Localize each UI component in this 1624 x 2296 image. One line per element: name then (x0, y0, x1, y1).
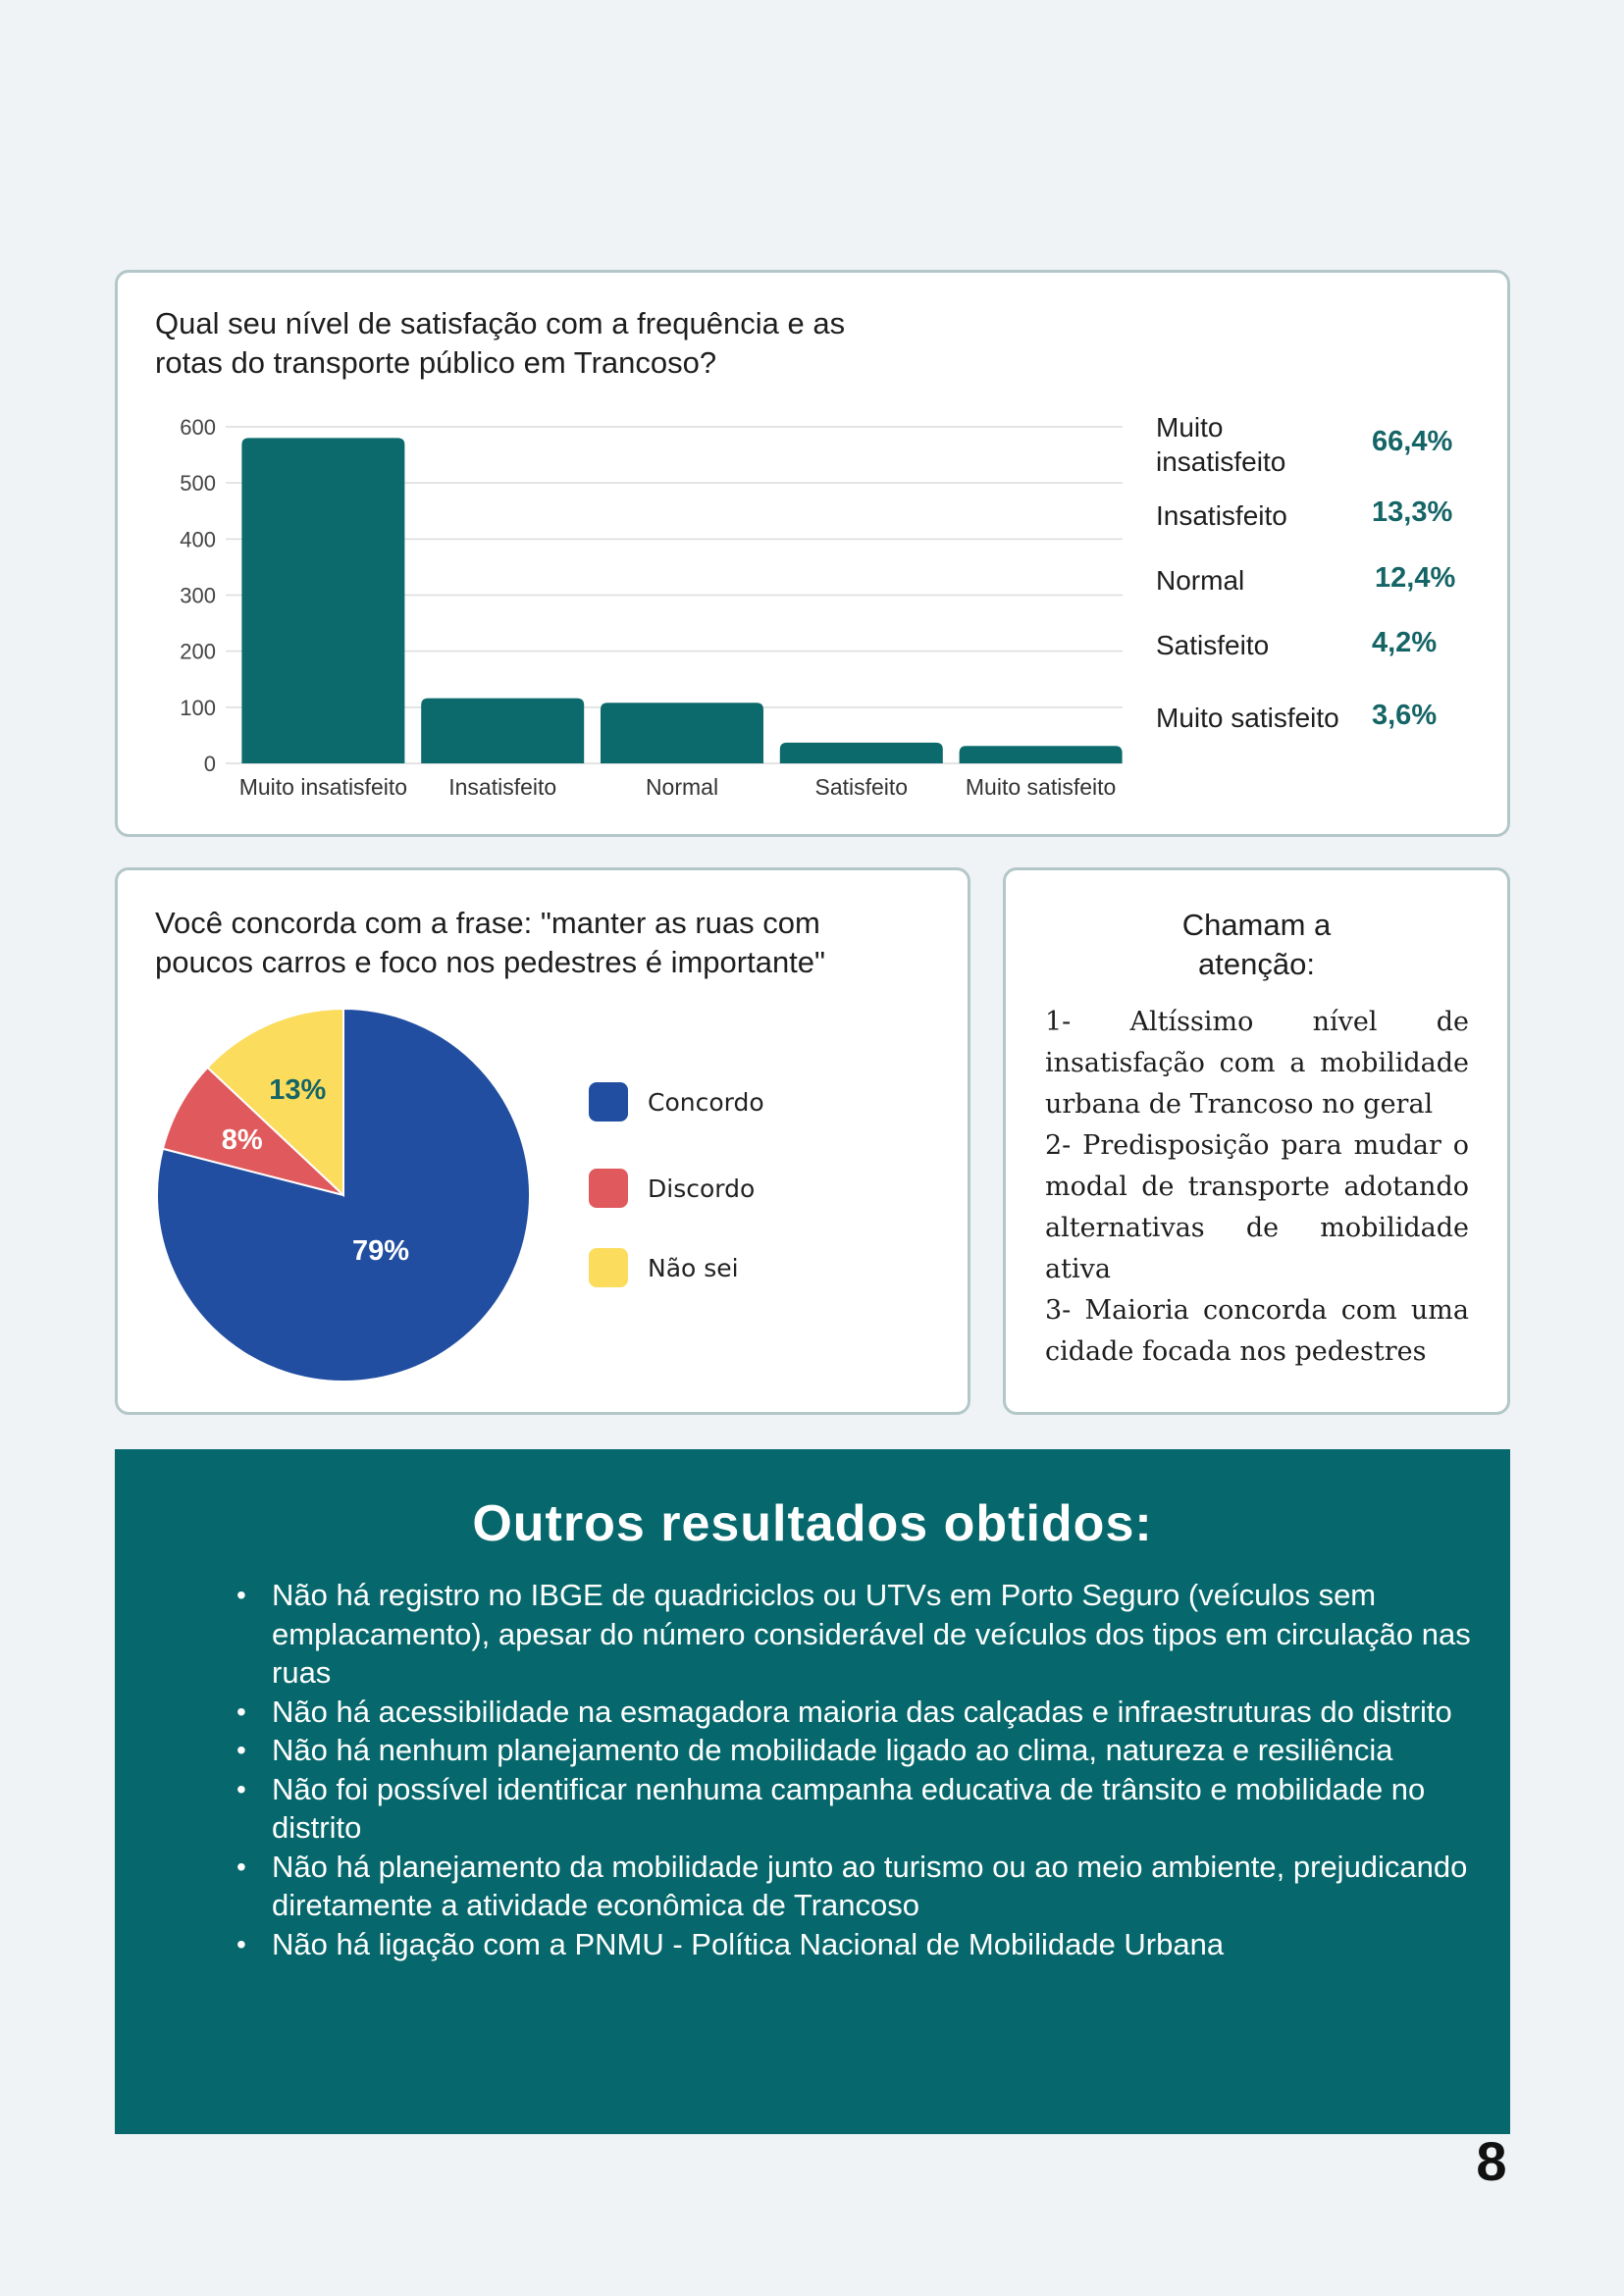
x-tick-label: Muito satisfeito (965, 774, 1117, 800)
bar (421, 699, 584, 763)
y-tick-label: 100 (180, 695, 216, 720)
bar-legend-label: Muito insatisfeito (1156, 412, 1286, 477)
attention-title (1006, 906, 1507, 984)
bar-chart-card (115, 270, 1510, 837)
attention-item: 1- Altíssimo nível de insatisfação com a mobilidade urbana de Trancoso no geral (1045, 1007, 1469, 1120)
results-item: • Não há nenhum planejamento de mobilidade ligado ao clima, natureza e resiliência (272, 1731, 1479, 1770)
attention-card (1003, 867, 1510, 1415)
y-tick-label: 200 (180, 639, 216, 664)
bar-chart (118, 273, 1246, 840)
bar (241, 438, 404, 763)
pie-legend-label: Não sei (648, 1254, 739, 1282)
bar-title-line1: Qual seu nível de satisfação com a frequência e as (155, 306, 846, 340)
results-item: • Não há registro no IBGE de quadriciclos ou UTVs em Porto Seguro (veículos sem emplacamento), apesar do número considerável de veículos dos tipos em circulação nas ruas (272, 1576, 1479, 1693)
pie-legend-label: Concordo (648, 1088, 764, 1117)
results-item: • Não há acessibilidade na esmagadora maioria das calçadas e infraestruturas do distrito (272, 1693, 1479, 1732)
bar-legend-label: Normal (1156, 565, 1245, 596)
bar-legend-value: 13,3% (1372, 496, 1453, 528)
bar-legend-value: 3,6% (1372, 700, 1438, 731)
bar-legend-label: Satisfeito (1156, 630, 1270, 660)
x-tick-label: Insatisfeito (448, 774, 557, 800)
attention-list (1045, 1002, 1469, 1373)
pie-legend-swatch (589, 1082, 628, 1122)
pie-title-line1: Você concorda com a frase: "manter as ruas com (155, 906, 820, 940)
results-panel (115, 1449, 1510, 2134)
bar-legend-value: 4,2% (1372, 627, 1438, 658)
results-list (272, 1576, 1479, 1963)
bar-title-line2: rotas do transporte público em Trancoso? (155, 345, 717, 380)
pie-data-label: 79% (351, 1235, 410, 1267)
attention-title-line2: atenção: (1198, 947, 1315, 981)
bar (601, 703, 763, 763)
y-tick-label: 500 (180, 471, 216, 496)
bar (960, 746, 1123, 763)
x-tick-label: Normal (645, 774, 719, 800)
y-tick-label: 600 (180, 415, 216, 440)
pie-legend-swatch (589, 1169, 628, 1208)
pie-data-label: 13% (269, 1073, 327, 1106)
attention-title-line1: Chamam a (1181, 908, 1332, 942)
pie-data-label: 8% (221, 1124, 263, 1157)
attention-item: 2- Predisposição para mudar o modal de transporte adotando alternativas de mobilidade ativa (1045, 1130, 1469, 1284)
results-title: Outros resultados obtidos: (472, 1495, 1153, 1552)
bar-legend-value: 12,4% (1375, 562, 1456, 594)
x-tick-label: Satisfeito (814, 774, 909, 800)
pie-legend-label: Discordo (648, 1174, 756, 1203)
pie-legend-swatch (589, 1248, 628, 1287)
results-item: • Não há planejamento da mobilidade junto ao turismo ou ao meio ambiente, prejudicando diretamente a atividade econômica de Trancoso (272, 1848, 1479, 1925)
bar-legend-label: Insatisfeito (1156, 500, 1287, 531)
bar-legend-label: Muito satisfeito (1156, 703, 1339, 733)
y-tick-label: 300 (180, 583, 216, 608)
bar-legend-value: 66,4% (1372, 426, 1453, 457)
results-item: • Não há ligação com a PNMU - Política Nacional de Mobilidade Urbana (272, 1925, 1479, 1964)
y-tick-label: 0 (203, 752, 216, 776)
x-tick-label: Muito insatisfeito (238, 774, 408, 800)
results-item: • Não foi possível identificar nenhuma campanha educativa de trânsito e mobilidade no distrito (272, 1770, 1479, 1848)
attention-item: 3- Maioria concorda com uma cidade focada nos pedestres (1045, 1295, 1469, 1367)
bar (780, 743, 943, 763)
page-number: 8 (1476, 2130, 1507, 2192)
pie-chart (118, 870, 968, 1412)
pie-title-line2: poucos carros e foco nos pedestres é importante" (155, 945, 826, 979)
y-tick-label: 400 (180, 527, 216, 552)
pie-chart-card (115, 867, 970, 1415)
